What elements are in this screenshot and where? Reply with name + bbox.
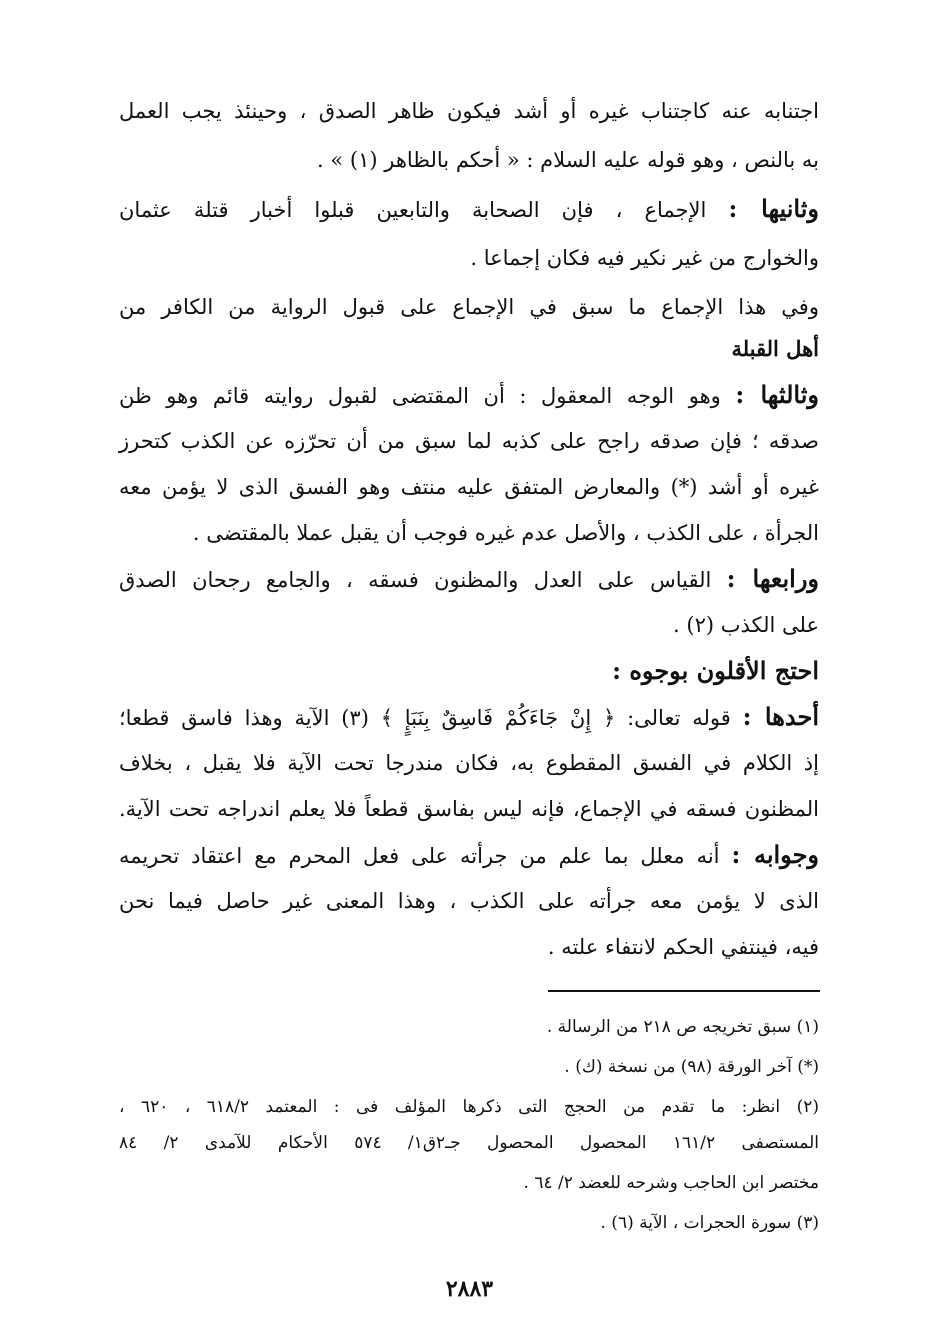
paragraph-lead-fourth: ورابعها :	[726, 564, 819, 593]
body-line-11: ورابعها : القياس على العدل والمظنون فسقه ، والجامع رجحان الصدق	[119, 564, 819, 593]
footnote-star: (*) آخر الورقة (٩٨) من نسخة (ك) .	[564, 1057, 819, 1077]
body-line-6: أهل القبلة	[731, 336, 819, 361]
body-line-3: وثانيها : الإجماع ، فإن الصحابة والتابعين قبلوا أخبار قتلة عثمان	[119, 194, 820, 223]
body-line-17: وجوابه : أنه معلل بما علم من جرأته على فعل المحرم مع اعتقاد تحريمه	[119, 840, 819, 869]
body-line-12: على الكذب (٢) .	[673, 613, 819, 637]
footnote-separator	[548, 990, 820, 992]
body-line-8: صدقه ؛ فإن صدقه راجح على كذبه لما سبق من أن تحرّزه عن الكذب كتحرز	[119, 429, 819, 453]
footnote-2-line-2: المستصفى ١٦١/٢ المحصول المحصول جـ٢ق١/ ٥٧٤ الأحكام للآمدى ٢/ ٨٤	[119, 1133, 819, 1153]
paragraph-lead-second: وثانيها :	[728, 194, 820, 223]
footnote-2-line-1: (٢) انظر: ما تقدم من الحجج التى ذكرها المؤلف فى : المعتمد ٦١٨/٢ ، ٦٢٠ ،	[119, 1097, 819, 1117]
page-number: ٢٨٨٣	[445, 1276, 494, 1302]
footnote-3: (٣) سورة الحجرات ، الآية (٦) .	[600, 1213, 819, 1233]
body-line-14: أحدها : قوله تعالى: ﴿ إِنْ جَاءَكُمْ فَاسِقٌ بِنَبَإٍ ﴾ (٣) الآية وهذا فاسق قطعا؛	[119, 702, 819, 731]
footnote-1: (١) سبق تخريجه ص ٢١٨ من الرسالة .	[546, 1017, 819, 1037]
body-line-7: وثالثها : وهو الوجه المعقول : أن المقتضى لقبول روايته قائم وهو ظن	[119, 380, 819, 409]
body-line-1: اجتنابه عنه كاجتناب غيره أو أشد فيكون ظاهر الصدق ، وحينئذ يجب العمل	[119, 99, 819, 123]
body-line-5: وفي هذا الإجماع ما سبق في الإجماع على قبول الرواية من الكافر من	[119, 295, 819, 319]
body-line-18: الذى لا يؤمن معه جرأته على الكذب ، وهذا المعنى غير حاصل فيما نحن	[119, 889, 819, 913]
paragraph-lead-first: أحدها :	[742, 702, 819, 731]
section-heading: احتج الأقلون بوجوه :	[612, 656, 819, 685]
body-line-4: والخوارج من غير نكير فيه فكان إجماعا .	[470, 246, 819, 270]
body-line-16: المظنون فسقه في الإجماع، فإنه ليس بفاسق قطعاً فلا يعلم اندراجه تحت الآية.	[119, 797, 819, 821]
paragraph-lead-answer: وجوابه :	[731, 840, 819, 869]
paragraph-lead-third: وثالثها :	[735, 380, 819, 409]
footnote-2-line-3: مختصر ابن الحاجب وشرحه للعضد ٢/ ٦٤ .	[523, 1173, 819, 1193]
body-line-15: إذ الكلام في الفسق المقطوع به، فكان مندرجا تحت الآية فلا يقبل ، بخلاف	[119, 751, 819, 775]
body-line-10: الجرأة ، على الكذب ، والأصل عدم غيره فوجب أن يقبل عملا بالمقتضى .	[192, 521, 819, 545]
body-line-19: فيه، فينتفي الحكم لانتفاء علته .	[547, 935, 819, 959]
body-line-2: به بالنص ، وهو قوله عليه السلام : « أحكم بالظاهر (١) » .	[317, 148, 819, 172]
body-line-9: غيره أو أشد (*) والمعارض المتفق عليه منتف وهو الفسق الذى لا يؤمن معه	[119, 475, 819, 499]
